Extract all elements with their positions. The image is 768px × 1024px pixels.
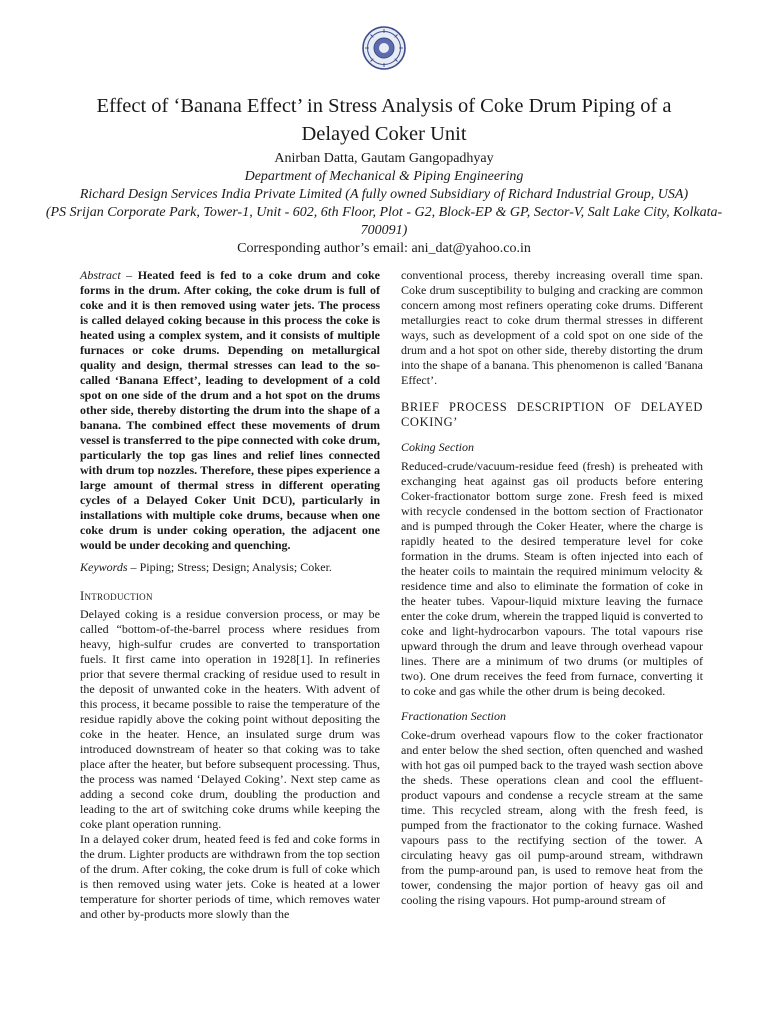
author-list: Anirban Datta, Gautam Gangopadhyay xyxy=(274,151,494,166)
affiliation-department: Department of Mechanical & Piping Engineering xyxy=(244,169,524,184)
abstract-paragraph xyxy=(80,268,380,553)
process-heading: BRIEF PROCESS DESCRIPTION OF DELAYED COKING’ xyxy=(401,400,703,429)
keywords-text: Piping; Stress; Design; Analysis; Coker. xyxy=(139,560,332,574)
keywords-label: Keywords – xyxy=(80,560,137,574)
left-column xyxy=(80,268,380,922)
affiliation-address: (PS Srijan Corporate Park, Tower-1, Unit - 602, 6th Floor, Plot - G2, Block-EP & GP, Sector-V, Salt Lake City, Kolkata-700091) xyxy=(45,205,723,238)
abstract-text: Heated feed is fed to a coke drum and coke forms in the drum. After coking, the coke drum is full of coke and it is then removed using water jets. The process is called delayed coking because in this process the coke is heated using a complex system, and it consists of multiple furnaces or coke drums. Depending on metallurgical quality and design, thermal stresses can lead to the so-called ‘Banana Effect’, leading to development of a cold spot on one side of the drum and a hot spot on the drums other side, thereby distorting the drum into the shape of a banana. The combined effect these movements of drum vessel is transferred to the pipe connected with coke drum, particularly the top gas lines and relief lines connected with drum top nozzles. Therefore, these pipes experience a large amount of thermal stress in different operating cycles of a Delayed Coker Unit DCU), particularly in installations with multiple coke drums, because when one coke drum is under coking operation, the adjacent one would be under decoking and quenching. xyxy=(80,268,380,552)
keywords-paragraph xyxy=(80,560,380,575)
introduction-paragraph-1: Delayed coking is a residue conversion process, or may be called “bottom-of-the-barrel process where residues from heavy, high-sulfur crudes are converted to transportation fuels. It first came into operation in 1928[1]. In refineries prior that severe thermal cracking of residue used to result in the deposit of unwanted coke in the heaters. With advent of this process, it became possible to raise the temperature of the residue rapidly above the coking point without depositing the coke in the heater. Hence, an insulated surge drum was introduced downstream of heater so that coking was to take place after the heater, but before subsequent processing. Thus, the process was named ‘Delayed Coking’. Next step came as adding a second coke drum, doubling the production and leading to the art of switching coke drums while keeping the coke plant operation running. xyxy=(80,607,380,831)
paper-title: Effect of ‘Banana Effect’ in Stress Analysis of Coke Drum Piping of a Delayed Coker Unit xyxy=(96,95,672,145)
coking-section-text: Reduced-crude/vacuum-residue feed (fresh) is preheated with exchanging heat against gas oil products before entering Coker-fractionator bottom surge zone. Fresh feed is mixed with recycle condensed in the bottom section of Fractionator and is pumped through the Coker Heater, where the charge is rapidly heated to the desired temperature level for coke formation in the drums. Steam is often injected into each of the heater coils to maintain the required minimum velocity & residence time and also to eliminate the formation of coke in the heater tubes. Vapour-liquid mixture leaving the furnace enter the coke drum, wherein the trapped liquid is converted to coke and light-hydrocarbon vapours. The total vapours rise upward through the drum and leave through overhead vapour lines. There are a minimum of two drums (or multiples of two). One drum receives the feed from furnace, converting it to coke and gas while the other drum is being decoked. xyxy=(401,459,703,698)
introduction-paragraph-2: In a delayed coker drum, heated feed is fed and coke forms in the drum. Lighter products are withdrawn from the top section of the drum. After coking, the coke drum is full of coke which is then removed using water jets. Coke is heated at a lower temperature for shorter periods of time, which removes water and other by-products more slowly than the xyxy=(80,832,380,921)
right-column xyxy=(401,268,703,908)
introduction-heading: Introduction xyxy=(80,589,153,603)
abstract-label: Abstract – xyxy=(80,268,133,282)
coking-section-heading: Coking Section xyxy=(401,440,474,454)
fractionation-section-text: Coke-drum overhead vapours flow to the coker fractionator and enter below the shed section, often quenched and washed with hot gas oil pumped back to the trayed wash section above the sheds. These operations clean and cool the effluent-product vapours and condense a recycle stream at the same time. This recycled stream, along with the fresh feed, is pumped from the fractionator to the coking furnace. Washed vapours pass to the rectifying section of the tower. A circulating heavy gas oil pump-around stream, withdrawn from the pump-around pan, is used to remove heat from the tower, condensing the major portion of heavy gas oil and cooling the rising vapours. Hot pump-around stream of xyxy=(401,728,703,907)
introduction-paragraph-3: conventional process, thereby increasing overall time span. Coke drum susceptibility to bulging and cracking are common concern among most refiners operating coke drums. Different metallurgies react to coke drum thermal stresses in different ways, such as development of a cold spot on one side of the drum and a hot spot on other side, thereby distorting the drum into the shape of a banana. This phenomenon is called 'Banana Effect’. xyxy=(401,268,703,387)
corresponding-email: Corresponding author’s email: ani_dat@yahoo.co.in xyxy=(237,241,531,256)
affiliation-company: Richard Design Services India Private Limited (A fully owned Subsidiary of Richard Industrial Group, USA) xyxy=(79,187,689,202)
institution-seal-icon xyxy=(362,26,406,70)
affiliation-block xyxy=(40,168,728,240)
fractionation-section-heading: Fractionation Section xyxy=(401,709,506,723)
